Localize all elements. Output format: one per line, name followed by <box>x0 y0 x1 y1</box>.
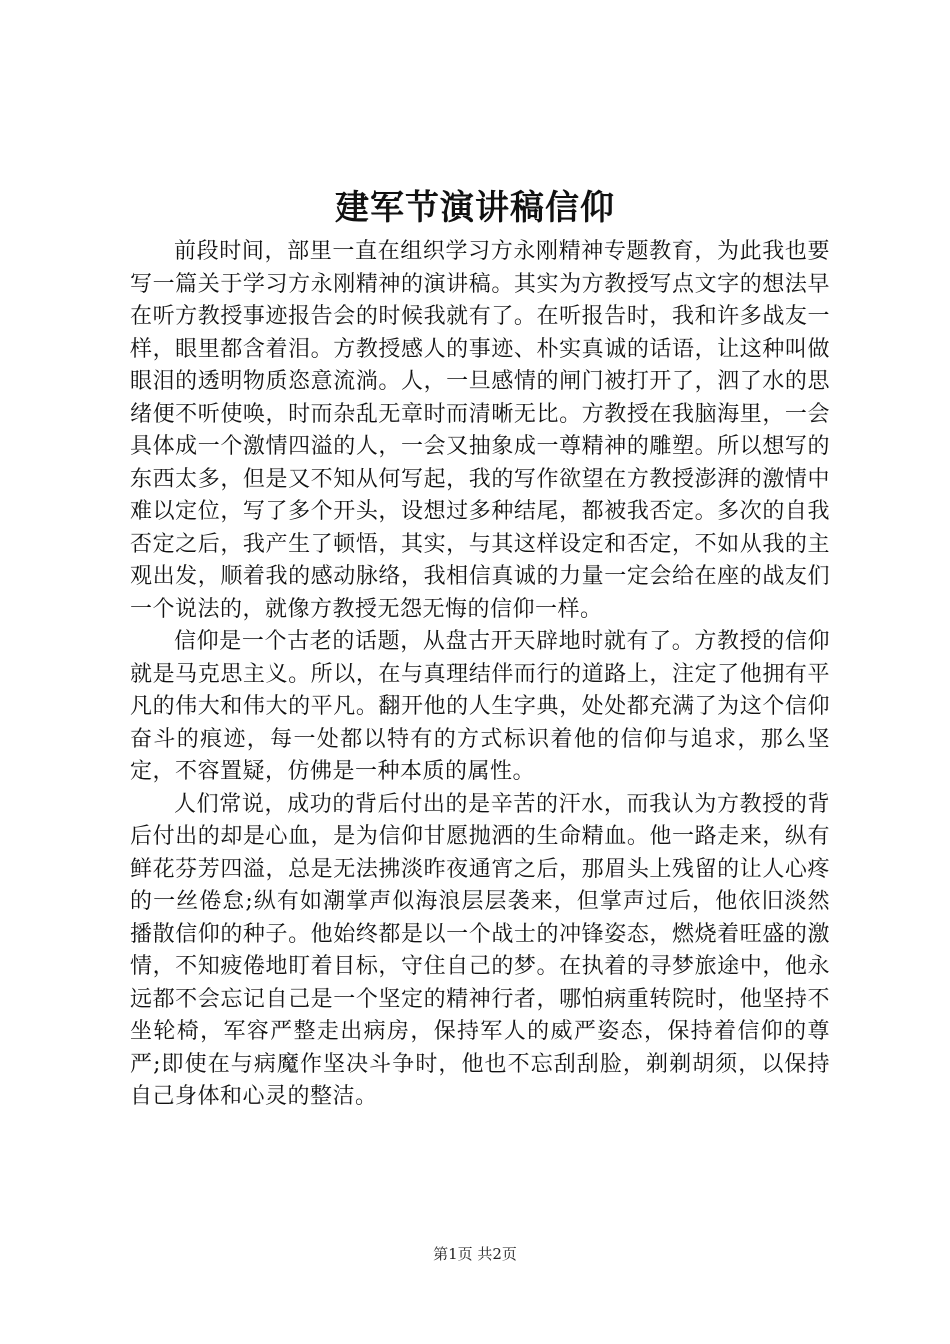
paragraph-2: 信仰是一个古老的话题，从盘古开天辟地时就有了。方教授的信仰就是马克思主义。所以，在与真理结伴而行的道路上，注定了他拥有平凡的伟大和伟大的平凡。翻开他的人生字典，处处都充满了为这个信仰奋斗的痕迹，每一处都以特有的方式标识着他的信仰与追求，那么坚定，不容置疑，仿佛是一种本质的属性。 <box>130 629 830 784</box>
page-number-footer: 第1页 共2页 <box>433 1245 517 1263</box>
paragraph-3: 人们常说，成功的背后付出的是辛苦的汗水，而我认为方教授的背后付出的却是心血，是为信仰甘愿抛洒的生命精血。他一路走来，纵有鲜花芬芳四溢，总是无法拂淡昨夜通宵之后，那眉头上残留的让人心疼的一丝倦怠;纵有如潮掌声似海浪层层袭来，但掌声过后，他依旧淡然播散信仰的种子。他始终都是以一个战士的冲锋姿态，燃烧着旺盛的激情，不知疲倦地盯着目标，守住自己的梦。在执着的寻梦旅途中，他永远都不会忘记自己是一个坚定的精神行者，哪怕病重转院时，他坚持不坐轮椅，军容严整走出病房，保持军人的威严姿态，保持着信仰的尊严;即使在与病魔作坚决斗争时，他也不忘刮刮脸，剃剃胡须，以保持自己身体和心灵的整洁。 <box>130 791 830 1109</box>
paragraph-1: 前段时间，部里一直在组织学习方永刚精神专题教育，为此我也要写一篇关于学习方永刚精神的演讲稿。其实为方教授写点文字的想法早在听方教授事迹报告会的时候我就有了。在听报告时，我和许多战友一样，眼里都含着泪。方教授感人的事迹、朴实真诚的话语，让这种叫做眼泪的透明物质恣意流淌。人，一旦感情的闸门被打开了，泗了水的思绪便不听使唤，时而杂乱无章时而清晰无比。方教授在我脑海里，一会具体成一个激情四溢的人，一会又抽象成一尊精神的雕塑。所以想写的东西太多，但是又不知从何写起，我的写作欲望在方教授澎湃的激情中难以定位，写了多个开头，设想过多种结尾，都被我否定。多次的自我否定之后，我产生了顿悟，其实，与其这样设定和否定，不如从我的主观出发，顺着我的感动脉络，我相信真诚的力量一定会给在座的战友们一个说法的，就像方教授无怨无悔的信仰一样。 <box>130 239 830 622</box>
document-body <box>130 236 830 1114</box>
document-title: 建军节演讲稿信仰 <box>335 188 615 228</box>
